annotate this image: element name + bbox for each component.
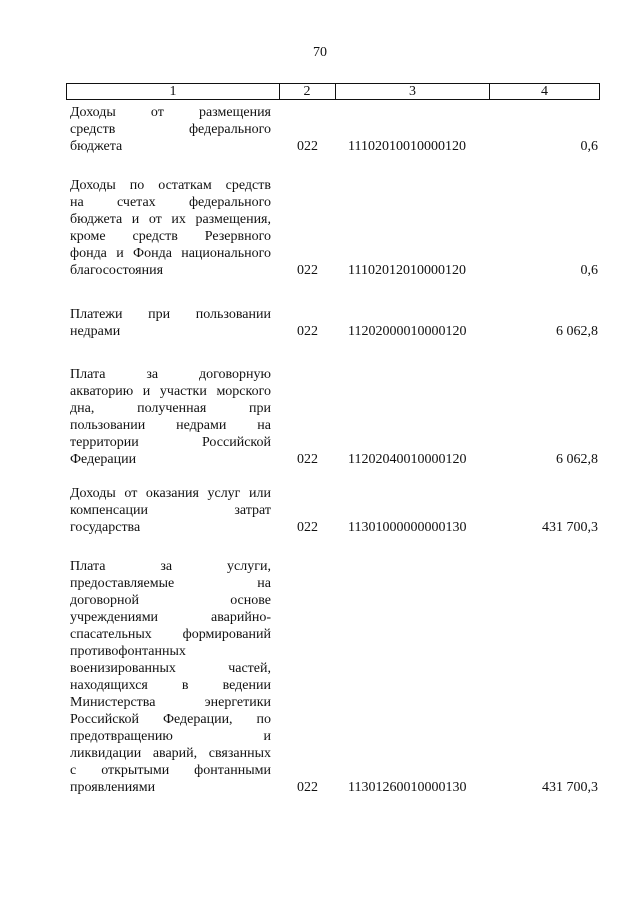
row-name-line: Платежи при пользовании: [70, 307, 271, 322]
row-kbk: 11301000000000130: [348, 520, 467, 535]
row-name: [70, 104, 271, 155]
row-name-line: Плата за услуги,: [70, 559, 271, 574]
row-kbk: 11102012010000120: [348, 263, 466, 278]
row-name-line: ликвидации аварий, связанных: [70, 746, 271, 761]
table-header: [66, 83, 600, 100]
row-name-line: предотвращению и: [70, 729, 271, 744]
page-number: 70: [313, 45, 327, 60]
row-kbk: 11202000010000120: [348, 324, 467, 339]
row-name-line: средств федерального: [70, 122, 271, 137]
row-amount: 0,6: [580, 139, 598, 154]
row-name: [70, 485, 271, 536]
row-name-line: Доходы по остаткам средств: [70, 178, 271, 193]
row-name-line: благосостояния: [70, 263, 164, 278]
row-name: [70, 558, 271, 796]
row-name-line: предоставляемые на: [70, 576, 271, 591]
row-amount: 6 062,8: [556, 324, 598, 339]
row-name-line: на счетах федерального: [70, 195, 271, 210]
row-name-line: Доходы от оказания услуг или: [70, 486, 271, 501]
row-amount: 6 062,8: [556, 452, 598, 467]
row-code: 022: [297, 520, 318, 535]
row-code: 022: [297, 139, 318, 154]
row-name-line: акваторию и участки морского: [70, 384, 271, 399]
row-name-line: Плата за договорную: [70, 367, 271, 382]
row-code: 022: [297, 780, 318, 795]
row-name-line: территории Российской: [70, 435, 271, 450]
row-name-line: договорной основе: [70, 593, 271, 608]
row-name-line: проявлениями: [70, 780, 156, 795]
row-name-line: учреждениями аварийно-: [70, 610, 271, 625]
row-name-line: фонда и Фонда национального: [70, 246, 271, 261]
row-name-line: дна, полученная при: [70, 401, 271, 416]
header-col-1: 1: [67, 84, 280, 99]
header-col-2: 2: [279, 84, 336, 99]
row-name: [70, 366, 271, 468]
row-name: [70, 177, 271, 279]
row-name-line: Министерства энергетики: [70, 695, 271, 710]
row-name-line: бюджета: [70, 139, 123, 154]
header-col-3: 3: [336, 84, 490, 99]
header-col-4: 4: [541, 84, 548, 99]
row-name: [70, 306, 271, 340]
row-name-line: с открытыми фонтанными: [70, 763, 271, 778]
row-name-line: находящихся в ведении: [70, 678, 271, 693]
row-name-line: пользовании недрами на: [70, 418, 271, 433]
row-code: 022: [297, 452, 318, 467]
row-kbk: 11102010010000120: [348, 139, 466, 154]
row-name-line: компенсации затрат: [70, 503, 271, 518]
row-name-line: противофонтанных: [70, 644, 186, 659]
row-name-line: военизированных частей,: [70, 661, 271, 676]
row-kbk: 11202040010000120: [348, 452, 467, 467]
row-amount: 0,6: [580, 263, 598, 278]
row-name-line: Российской Федерации, по: [70, 712, 271, 727]
row-code: 022: [297, 324, 318, 339]
row-name-line: Федерации: [70, 452, 137, 467]
row-name-line: государства: [70, 520, 141, 535]
row-name-line: недрами: [70, 324, 121, 339]
row-name-line: бюджета и от их размещения,: [70, 212, 271, 227]
row-amount: 431 700,3: [542, 780, 598, 795]
row-name-line: Доходы от размещения: [70, 105, 271, 120]
row-name-line: кроме средств Резервного: [70, 229, 271, 244]
row-amount: 431 700,3: [542, 520, 598, 535]
row-code: 022: [297, 263, 318, 278]
row-name-line: спасательных формирований: [70, 627, 271, 642]
row-kbk: 11301260010000130: [348, 780, 467, 795]
